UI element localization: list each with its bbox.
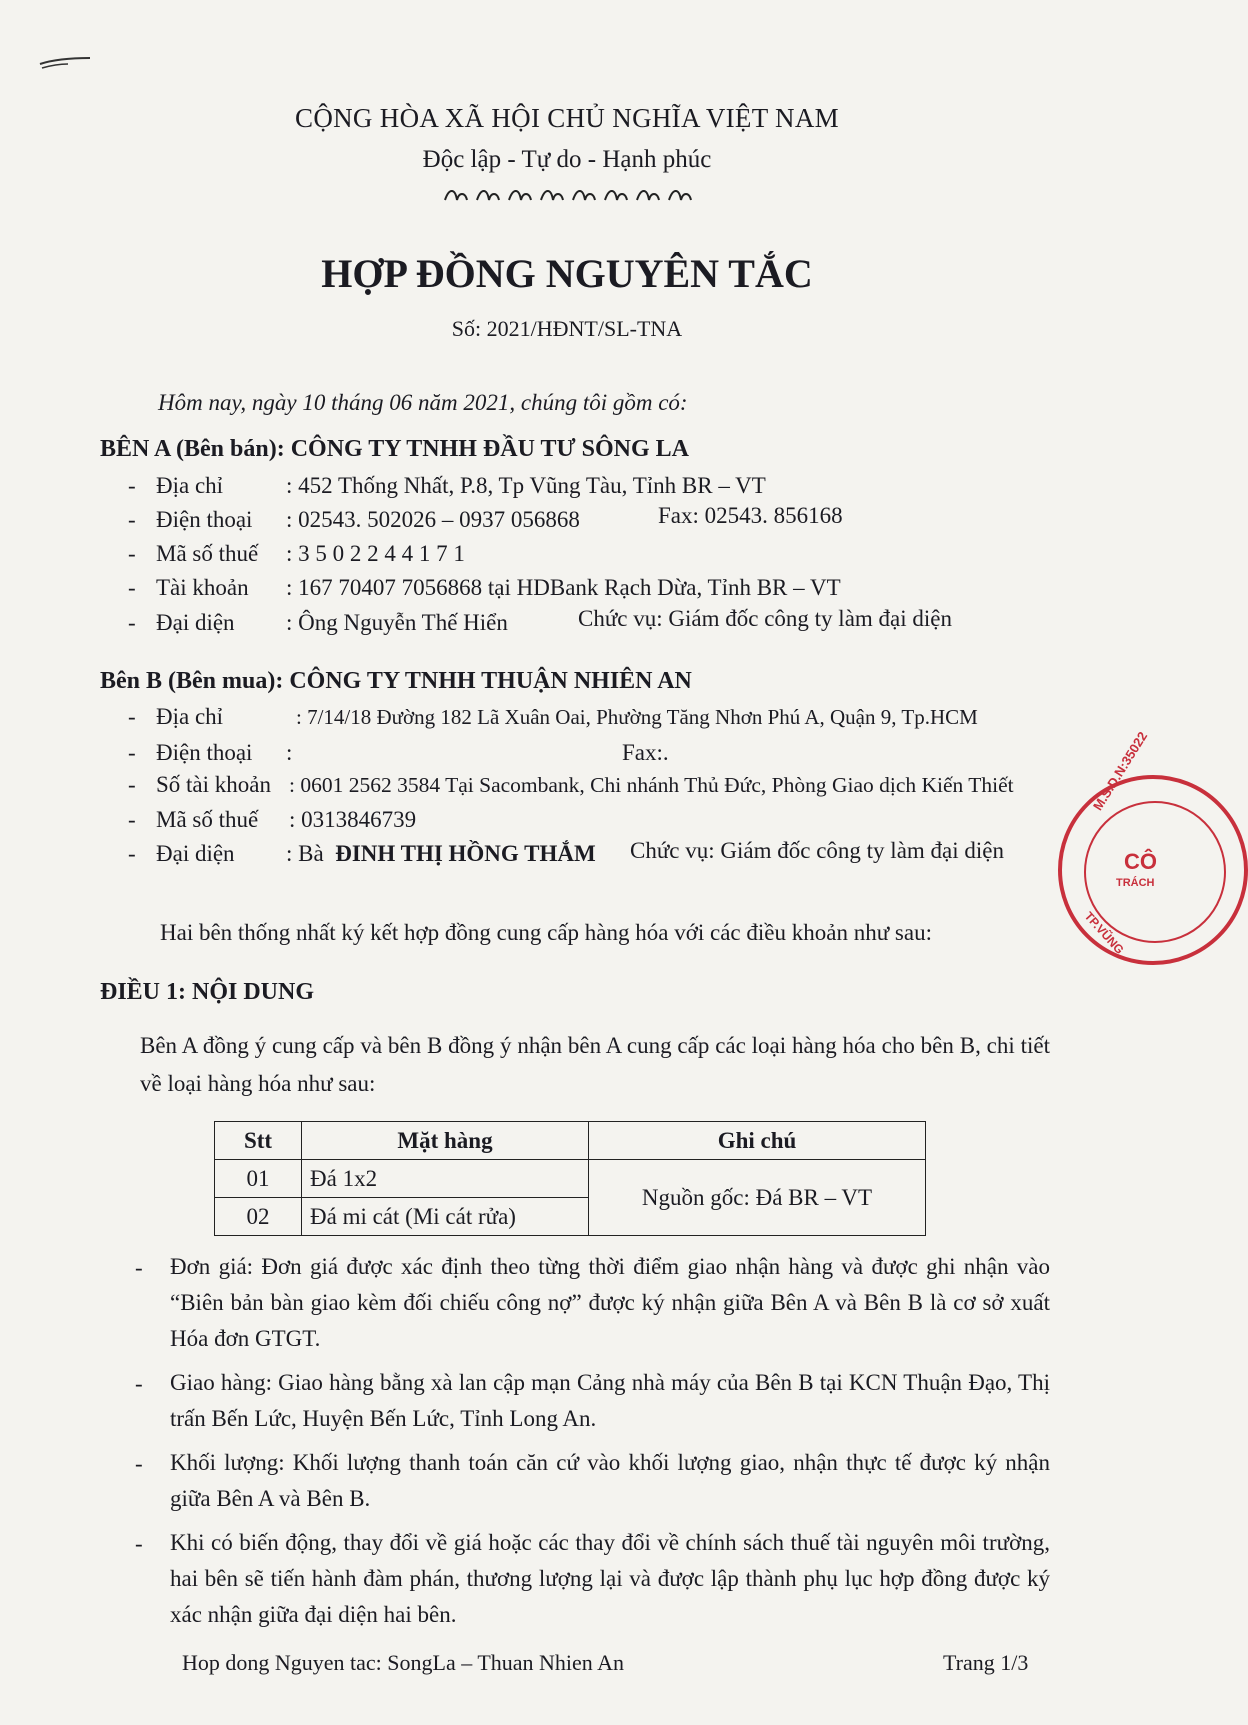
party-b-tax-row: - Mã số thuế : 0313846739: [128, 807, 417, 832]
table-header-row: [215, 1122, 926, 1160]
value: :: [286, 740, 293, 765]
article-1-heading: ĐIỀU 1: NỘI DUNG: [100, 979, 315, 1005]
party-b-heading: Bên B (Bên mua): CÔNG TY TNHH THUẬN NHIÊN AN: [100, 668, 692, 694]
bullet-unit-price: Đơn giá: Đơn giá được xác định theo từng thời điểm giao nhận hàng và được ghi nhận vào “Biên bản bàn giao kèm đối chiếu công nợ” được ký nhận giữa Bên A và Bên B là cơ sở xuất Hóa đơn GTGT.: [170, 1254, 1050, 1351]
value: : 0313846739: [289, 807, 417, 832]
pen-mark: [38, 52, 98, 72]
label: Điện thoại: [156, 740, 253, 765]
table-row: [215, 1160, 926, 1198]
party-b-fax: Fax:.: [622, 740, 669, 765]
value: : 0601 2562 3584 Tại Sacombank, Chi nhánh Thủ Đức, Phòng Giao dịch Kiến Thiết: [289, 773, 1014, 797]
item-cell: Đá 1x2: [302, 1160, 589, 1198]
bullet-dash: -: [135, 1371, 143, 1396]
bullet-dash: -: [135, 1531, 143, 1556]
party-a-rep-row: - Đại diện : Ông Nguyễn Thế Hiển: [128, 610, 508, 635]
party-a-account-row: - Tài khoản : 167 70407 7056868 tại HDBank Rạch Dừa, Tỉnh BR – VT: [128, 575, 841, 600]
country-heading: CỘNG HÒA XÃ HỘI CHỦ NGHĨA VIỆT NAM: [295, 103, 839, 133]
label: Địa chỉ: [156, 473, 224, 498]
article-1-paragraph: Bên A đồng ý cung cấp và bên B đồng ý nhận bên A cung cấp các loại hàng hóa cho bên B, chi tiết về loại hàng hóa như sau:: [140, 1033, 1050, 1096]
company-seal: [1058, 729, 1248, 965]
page-number: Trang 1/3: [943, 1650, 1029, 1675]
document-title: HỢP ĐỒNG NGUYÊN TẮC: [321, 251, 813, 296]
label: Đại diện: [156, 610, 235, 635]
value: : 452 Thống Nhất, P.8, Tp Vũng Tàu, Tỉnh BR – VT: [286, 473, 766, 498]
party-b-rep-row: - Đại diện : Bà ĐINH THỊ HỒNG THẮM: [128, 841, 596, 866]
label: Địa chỉ: [156, 704, 224, 729]
value: : 3 5 0 2 2 4 4 1 7 1: [286, 541, 465, 566]
label: Tài khoản: [156, 575, 249, 600]
stt-cell: 01: [215, 1160, 302, 1198]
seal-sub-text: TRÁCH: [1116, 877, 1155, 889]
column-header: Ghi chú: [589, 1122, 926, 1160]
motto: Độc lập - Tự do - Hạnh phúc: [422, 146, 712, 173]
party-b-address-row: - Địa chỉ : 7/14/18 Đường 182 Lã Xuân Oai, Phường Tăng Nhơn Phú A, Quận 9, Tp.HCM: [128, 704, 978, 729]
bullet-dash: -: [135, 1255, 143, 1280]
bullet-quantity: Khối lượng: Khối lượng thanh toán căn cứ vào khối lượng giao, nhận thực tế được ký nhận giữa Bên A và Bên B.: [170, 1450, 1050, 1511]
agreement-text: Hai bên thống nhất ký kết hợp đồng cung cấp hàng hóa với các điều khoản như sau:: [160, 920, 932, 945]
party-b-position: Chức vụ: Giám đốc công ty làm đại diện: [630, 838, 1004, 863]
label: Số tài khoản: [156, 772, 271, 797]
stt-cell: 02: [215, 1198, 302, 1236]
party-a-fax: Fax: 02543. 856168: [658, 503, 843, 528]
party-a-tax-row: - Mã số thuế : 3 5 0 2 2 4 4 1 7 1: [128, 541, 465, 566]
party-a-address-row: - Địa chỉ : 452 Thống Nhất, P.8, Tp Vũng Tàu, Tỉnh BR – VT: [128, 473, 766, 498]
party-a-heading: BÊN A (Bên bán): CÔNG TY TNHH ĐẦU TƯ SÔNG LA: [100, 436, 689, 462]
goods-table: [214, 1121, 926, 1236]
party-a-phone-row: - Điện thoại : 02543. 502026 – 0937 056868: [128, 507, 580, 532]
seal-ring-text: M.S.D.N:35022: [1090, 729, 1151, 813]
label: Điện thoại: [156, 507, 253, 532]
value-prefix: : Bà: [286, 841, 324, 866]
intro-text: Hôm nay, ngày 10 tháng 06 năm 2021, chúng tôi gồm có:: [158, 390, 688, 415]
note-cell: Nguồn gốc: Đá BR – VT: [589, 1160, 926, 1236]
document-number: Số: 2021/HĐNT/SL-TNA: [451, 316, 683, 341]
value: : 02543. 502026 – 0937 056868: [286, 507, 580, 532]
seal-center-text: CÔ: [1124, 849, 1157, 874]
party-b-phone-row: - Điện thoại :: [128, 740, 293, 765]
item-cell: Đá mi cát (Mi cát rửa): [302, 1198, 589, 1236]
label: Mã số thuế: [156, 807, 259, 832]
party-b-account-row: - Số tài khoản : 0601 2562 3584 Tại Sacombank, Chi nhánh Thủ Đức, Phòng Giao dịch Kiến Thiết: [128, 772, 1014, 797]
seal-bottom-text: TP.VŨNG: [1081, 909, 1127, 957]
ornament-icon: [437, 184, 697, 208]
bullet-delivery: Giao hàng: Giao hàng bằng xà lan cập mạn Cảng nhà máy của Bên B tại KCN Thuận Đạo, Thị trấn Bến Lức, Huyện Bến Lức, Tỉnh Long An.: [170, 1370, 1050, 1431]
value: : 7/14/18 Đường 182 Lã Xuân Oai, Phường Tăng Nhơn Phú A, Quận 9, Tp.HCM: [296, 705, 978, 729]
value: : 167 70407 7056868 tại HDBank Rạch Dừa, Tỉnh BR – VT: [286, 575, 841, 600]
value: : Ông Nguyễn Thế Hiển: [286, 610, 508, 635]
bullet-dash: -: [135, 1451, 143, 1476]
label: Mã số thuế: [156, 541, 259, 566]
bullet-price-change: Khi có biến động, thay đổi về giá hoặc các thay đổi về chính sách thuế tài nguyên môi trường, hai bên sẽ tiến hành đàm phán, thương lượng lại và được lập thành phụ lục hợp đồng được ký xác nhận giữa đại diện hai bên.: [170, 1530, 1050, 1627]
label: Đại diện: [156, 841, 235, 866]
representative-name: ĐINH THỊ HỒNG THẮM: [335, 841, 596, 866]
footer-label: Hop dong Nguyen tac: SongLa – Thuan Nhien An: [182, 1650, 624, 1675]
party-a-position: Chức vụ: Giám đốc công ty làm đại diện: [578, 606, 952, 631]
ornament-divider: [0, 184, 1134, 214]
column-header: Stt: [215, 1122, 302, 1160]
column-header: Mặt hàng: [302, 1122, 589, 1160]
